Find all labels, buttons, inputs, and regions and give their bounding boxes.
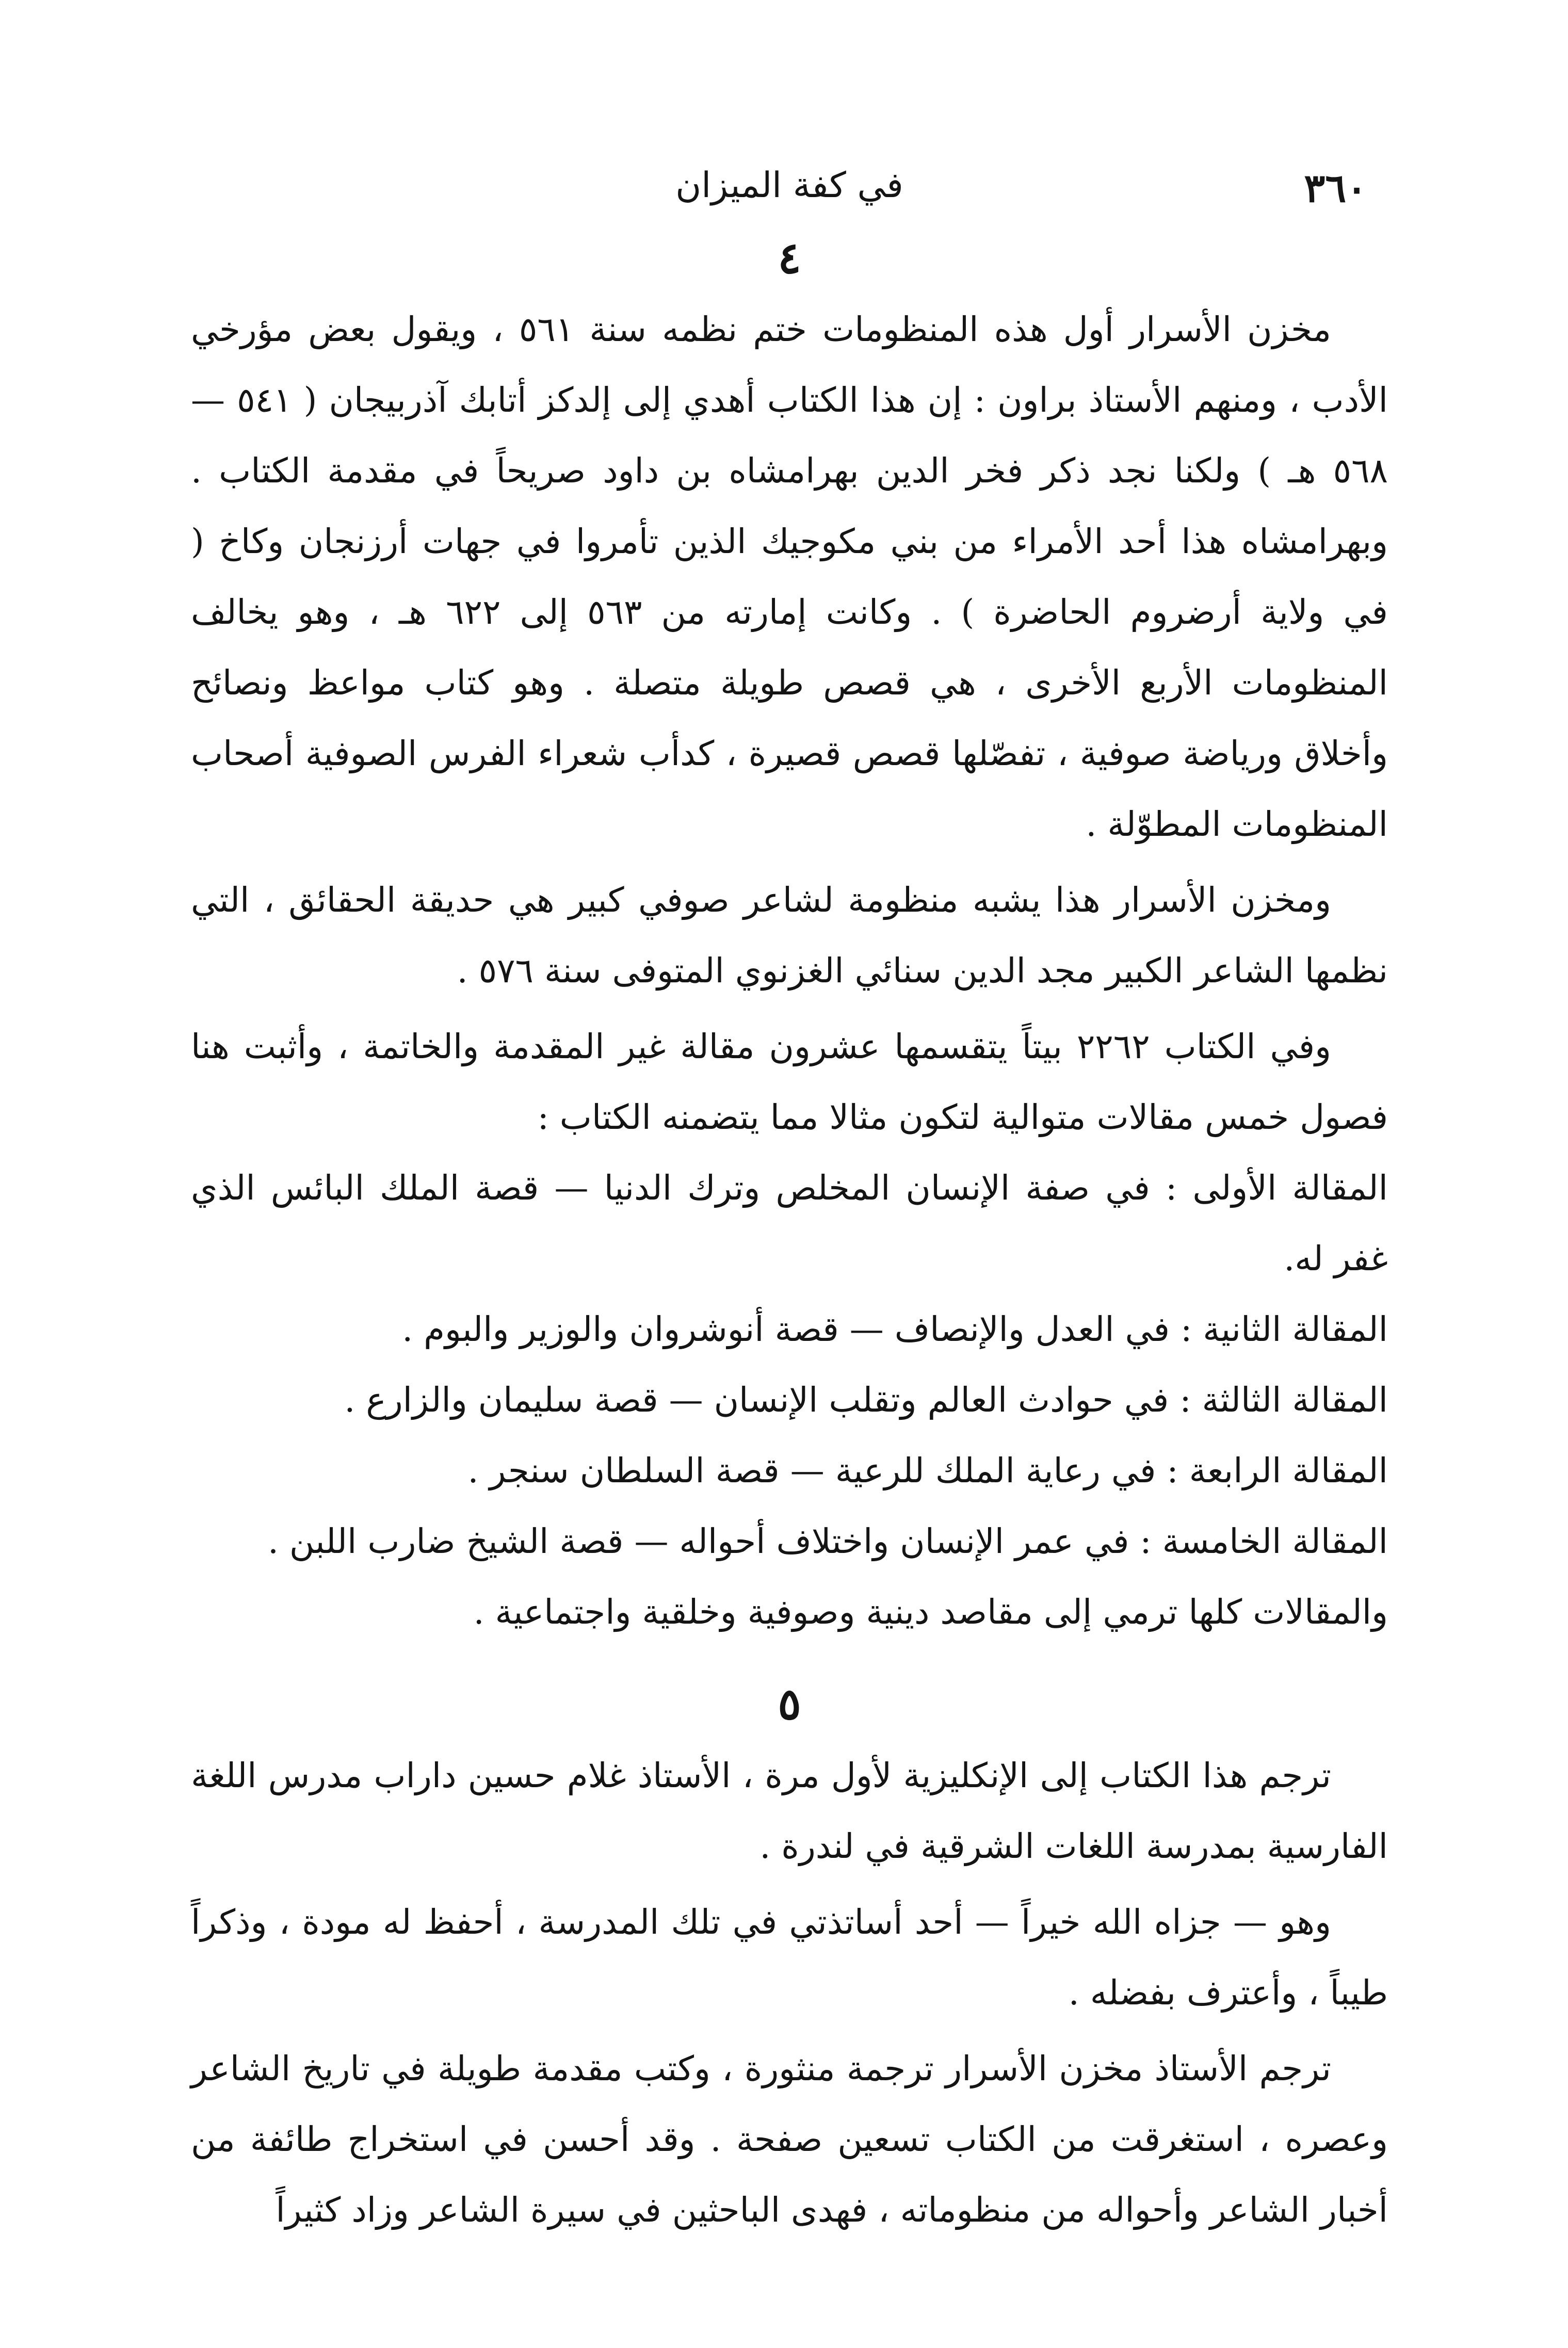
running-head	[191, 134, 1388, 222]
maqalat-list	[191, 1153, 1388, 1577]
section-number-4: ٤	[778, 232, 801, 283]
section-5	[191, 1668, 1388, 2245]
section-number-5: ٥	[778, 1678, 801, 1729]
maqala-item-2: المقالة الثانية : في العدل والإنصاف — قصة أنوشروان والوزير والبوم .	[402, 1309, 1388, 1349]
section-5-paragraph-3: ترجم الأستاذ مخزن الأسرار ترجمة منثورة ، وكتب مقدمة طويلة في تاريخ الشاعر وعصره ، استغرقت من الكتاب تسعين صفحة . وقد أحسن في استخراج طائفة من أخبار الشاعر وأحواله من منظوماته ، فهدى الباحثين في سيرة الشاعر وزاد كثيراً	[191, 2049, 1388, 2230]
section-4-paragraph-1: مخزن الأسرار أول هذه المنظومات ختم نظمه سنة ٥٦١ ، ويقول بعض مؤرخي الأدب ، ومنهم الأستاذ براون : إن هذا الكتاب أهدي إلى إلدكز أتابك آذربيجان ( ٥٤١ — ٥٦٨ هـ ) ولكنا نجد ذكر فخر الدين بهرامشاه بن داود صريحاً في مقدمة الكتاب . وبهرامشاه هذا أحد الأمراء من بني مكوجيك الذين تأمروا في جهات أرزنجان وكاخ ( في ولاية أرضروم الحاضرة ) . وكانت إمارته من ٥٦٣ إلى ٦٢٢ هـ ، وهو يخالف المنظومات الأربع الأخرى ، هي قصص طويلة متصلة . وهو كتاب مواعظ ونصائح وأخلاق ورياضة صوفية ، تفصّلها قصص قصيرة ، كدأب شعراء الفرس الصوفية أصحاب المنظومات المطوّلة .	[191, 310, 1388, 844]
section-4-closing: والمقالات كلها ترمي إلى مقاصد دينية وصوفية وخلقية واجتماعية .	[473, 1592, 1388, 1632]
maqala-item-3: المقالة الثالثة : في حوادث العالم وتقلب الإنسان — قصة سليمان والزارع .	[344, 1380, 1388, 1420]
running-title: في كفة الميزان	[675, 165, 903, 206]
maqala-item-1: المقالة الأولى : في صفة الإنسان المخلص وترك الدنيا — قصة الملك البائس الذي غفر له.	[191, 1168, 1388, 1278]
maqala-item-4: المقالة الرابعة : في رعاية الملك للرعية — قصة السلطان سنجر .	[467, 1451, 1388, 1491]
maqala-item-5: المقالة الخامسة : في عمر الإنسان واختلاف أحواله — قصة الشيخ ضارب اللبن .	[267, 1521, 1388, 1561]
section-4-paragraph-3: وفي الكتاب ٢٢٦٢ بيتاً يتقسمها عشرون مقالة غير المقدمة والخاتمة ، وأثبت هنا فصول خمس مقالات متوالية لتكون مثالا مما يتضمنه الكتاب :	[191, 1027, 1388, 1137]
book-page	[191, 134, 1388, 2301]
section-5-paragraph-2: وهو — جزاه الله خيراً — أحد أساتذتي في تلك المدرسة ، أحفظ له مودة ، وذكراً طيباً ، وأعترف بفضله .	[191, 1902, 1388, 2013]
section-5-paragraph-1: ترجم هذا الكتاب إلى الإنكليزية لأول مرة ، الأستاذ غلام حسين داراب مدرس اللغة الفارسية بمدرسة اللغات الشرقية في لندرة .	[191, 1756, 1388, 1866]
page-number: ٣٦٠	[1304, 165, 1367, 211]
section-4-paragraph-2: ومخزن الأسرار هذا يشبه منظومة لشاعر صوفي كبير هي حديقة الحقائق ، التي نظمها الشاعر الكبير مجد الدين سنائي الغزنوي المتوفى سنة ٥٧٦ .	[191, 880, 1388, 991]
